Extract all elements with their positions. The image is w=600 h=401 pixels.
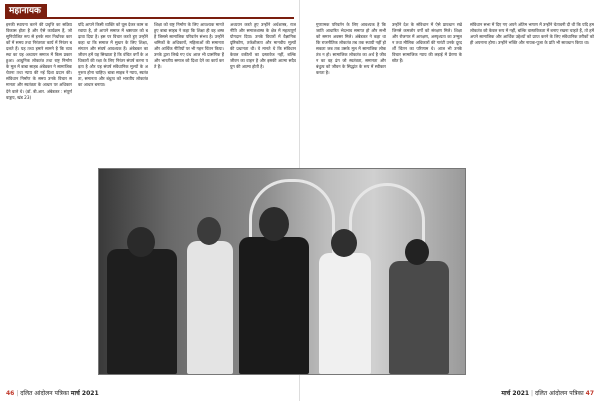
right-footer: मार्च 2021 | दलित आंदोलन पत्रिका 47	[501, 390, 594, 397]
footer-title-right: दलित आंदोलन पत्रिका	[534, 390, 584, 397]
left-column-1	[6, 22, 72, 384]
right-column-1	[316, 22, 386, 165]
photo-head-far-right	[405, 239, 429, 265]
header-rule	[5, 17, 294, 19]
left-column-2	[78, 22, 148, 165]
photo-head-left	[127, 227, 155, 257]
footer-date-right: मार्च 2021	[501, 390, 530, 397]
right-column-3-text: संविधान सभा में दिए गए अपने अंतिम भाषण में उन्होंने चेतावनी दी थी कि यदि हम लोकतंत्र को केवल रूप में नहीं, बल्कि वास्तविकता में बनाए रखना चाहते हैं, तो हमें अपने सामाजिक और आर्थिक उद्देश्यों को प्राप्त करने के लिए संवैधानिक तरीकों को ही अपनाना होगा। उन्होंने भक्ति और नायक-पूजा के प्रति भी सावधान किया था।	[470, 22, 594, 46]
photo-figure-right	[319, 253, 371, 374]
left-column-2-text: यदि आपने किसी व्यक्ति को घूस देकर काम करवाया है, तो आपने समाज में भ्रष्टाचार को बढ़ावा दिया है। इस पर विचार करते हुए उन्होंने कहा था कि समाज में सुधार के लिए शिक्षा, संगठन और संघर्ष आवश्यक हैं। अंबेडकर का जीवन हमें यह सिखाता है कि वंचित वर्गों के अधिकारों की रक्षा के लिए निरंतर संघर्ष करना पड़ता है और यह संघर्ष संवैधानिक मूल्यों के अनुरूप होना चाहिए। बाबा साहब ने न्याय, स्वतंत्रता, समानता और बंधुत्व को भारतीय लोकतंत्र का आधार बनाया।	[78, 22, 148, 88]
photo-figure-center	[239, 237, 309, 374]
photo-figure-left	[107, 249, 177, 374]
photo-figure-far-right	[389, 261, 449, 374]
right-column-2	[392, 22, 462, 165]
footer-date-left: मार्च 2021	[70, 390, 99, 397]
page-number-right: 47	[585, 390, 594, 397]
right-column-3	[470, 22, 594, 384]
left-column-3	[154, 22, 224, 165]
left-column-3-text: शिक्षा को राष्ट्र निर्माण के लिए आवश्यक मानते हुए बाबा साहब ने कहा कि शिक्षा ही वह शस्त्र है जिससे सामाजिक परिवर्तन संभव है। उन्होंने श्रमिकों के अधिकारों, महिलाओं की समानता और आर्थिक नीतियों पर भी गहन चिंतन किया। उनके द्वारा लिखे गए ग्रंथ आज भी प्रासंगिक हैं और भारतीय समाज को दिशा देने का कार्य करते हैं।	[154, 22, 224, 70]
page-number-left: 46	[6, 390, 15, 397]
historical-photo	[98, 168, 466, 375]
left-column-4-text: अध्ययन करते हुए उन्होंने अर्थशास्त्र, राजनीति और समाजशास्त्र के क्षेत्र में महत्वपूर्ण योगदान दिया। उनके विचारों में वैज्ञानिक दृष्टिकोण, तर्कशीलता और मानवीय मूल्यों की प्रधानता थी। वे मानते थे कि संविधान केवल वकीलों का दस्तावेज नहीं, बल्कि जीवन का वाहन है और इसकी आत्मा सदैव युग की आत्मा होती है।	[230, 22, 296, 70]
right-column-2-text: उन्होंने देश के संविधान में ऐसे प्रावधान रखे जिनसे कमजोर वर्गों को संरक्षण मिले। शिक्षा और रोजगार में आरक्षण, अस्पृश्यता का उन्मूलन तथा मौलिक अधिकारों की गारंटी उनके दूरदर्शी चिंतन का परिणाम थे। आज भी उनके विचार सामाजिक न्याय की लड़ाई में प्रेरणा के स्रोत हैं।	[392, 22, 462, 64]
left-column-1-text: इनकी स्थापना करने की प्रवृत्ति का सक्रिय विकास होता है और ऐसे कार्यक्रम हैं, जो सुनियोजित रूप से इनके सार निर्धारक कारकों में समय तथा निरंतरता कार्य में निरंतर बदलते हैं। यह तथ्य हमारे सामने है कि व्यवस्था का यह अध्ययन समाज में किस प्रकार हुआ। आधुनिक लोकतंत्र तथा राष्ट्र निर्माण के मूल में बाबा साहब अंबेडकर ने सामाजिक चेतना तथा न्याय की नई दिशा प्रदान की। संविधान निर्माण के समय उनके विचार समानता और स्वतंत्रता के आधार पर अधिकार देने वाले थे। (डॉ. बी.आर. अंबेडकर : संपूर्ण वाङ्मय, खंड 23)	[6, 22, 72, 100]
left-column-4	[230, 22, 296, 165]
section-label: महानायक	[5, 4, 47, 18]
photo-head-right	[331, 229, 357, 257]
photo-head-white	[197, 217, 221, 245]
photo-figure-white	[187, 241, 233, 374]
footer-title-left: दलित आंदोलन पत्रिका	[20, 390, 69, 397]
photo-head-center	[259, 207, 289, 241]
left-footer: 46 | दलित आंदोलन पत्रिका मार्च 2021	[6, 390, 99, 397]
right-column-1-text: गुणात्मक परिवर्तन के लिए आवश्यक है कि जाति आधारित भेदभाव समाप्त हो और सभी को समान अवसर मिले। अंबेडकर ने कहा था कि राजनीतिक लोकतंत्र तब तक स्थायी नहीं हो सकता जब तक उसके मूल में सामाजिक लोकतंत्र न हो। सामाजिक लोकतंत्र का अर्थ है जीवन का वह ढंग जो स्वतंत्रता, समानता और बंधुत्व को जीवन के सिद्धांत के रूप में स्वीकार करता है।	[316, 22, 386, 76]
